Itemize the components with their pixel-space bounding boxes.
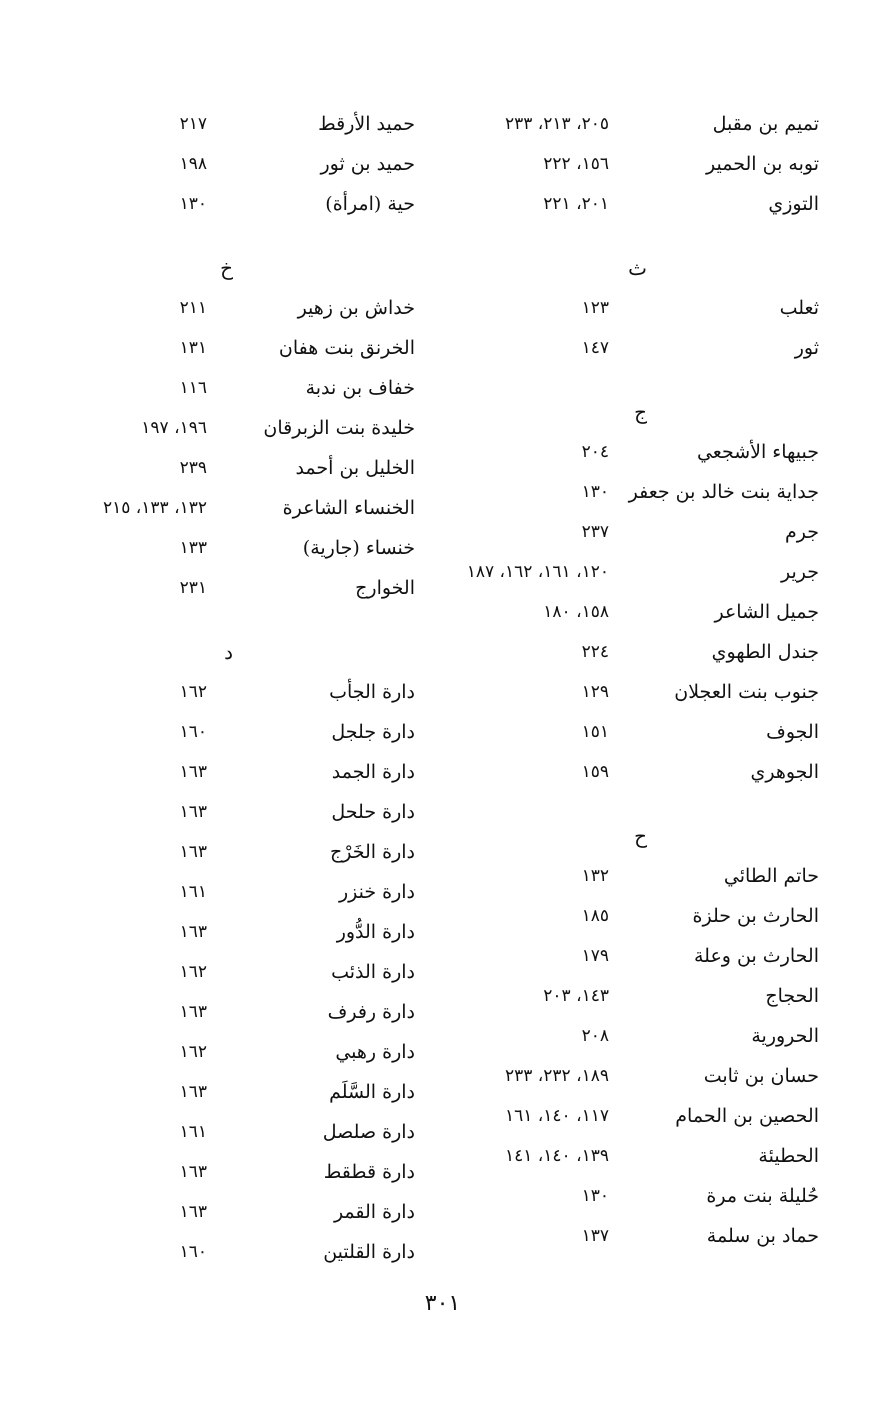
entry-name: الخرنق بنت هفان: [278, 337, 415, 359]
entry-pages: ١٦٢: [179, 682, 207, 702]
entry-name: دارة الخَرْج: [330, 841, 415, 863]
entry-name: حسان بن ثابت: [703, 1065, 819, 1087]
entry-pages: ١٧٩: [581, 946, 609, 966]
entry-pages: ١٥١: [581, 722, 609, 742]
right-column: [466, 104, 819, 1256]
entry-pages: ١٤٧: [581, 338, 609, 358]
entry-name: دارة رهبي: [335, 1041, 415, 1063]
entry-pages: ٢٢٤: [581, 642, 609, 662]
section-letter: خ: [220, 256, 233, 280]
entry-pages: ١٦٣: [179, 1082, 207, 1102]
entry-name: دارة الدُّور: [336, 921, 415, 943]
index-entry: [469, 976, 819, 1016]
entry-name: الخنساء الشاعرة: [282, 497, 415, 519]
index-entry: [55, 288, 415, 328]
index-entry: [469, 432, 819, 472]
entry-name: حية (امرأة): [325, 193, 415, 215]
entry-pages: ١٦٢: [179, 962, 207, 982]
index-entry: [55, 328, 415, 368]
entry-name: الخليل بن أحمد: [295, 457, 415, 479]
page-number: ٣٠١: [424, 1291, 461, 1316]
index-entry: [469, 1136, 819, 1176]
section-gap: [469, 224, 819, 248]
index-entry: [469, 1216, 819, 1256]
entry-pages: ١٣٣: [179, 538, 207, 558]
index-entry: [55, 992, 415, 1032]
index-entry: [469, 512, 819, 552]
entry-pages: ١٦٣: [179, 762, 207, 782]
index-entry: [55, 448, 415, 488]
entry-name: دارة السَّلَم: [329, 1081, 415, 1103]
entry-name: جبيهاء الأشجعي: [696, 441, 819, 463]
index-entry: [469, 1176, 819, 1216]
entry-name: جرم: [785, 521, 819, 543]
entry-name: خداش بن زهير: [297, 297, 415, 319]
index-entry: [469, 712, 819, 752]
entry-pages: ٢٠٥، ٢١٣، ٢٣٣: [505, 114, 609, 134]
entry-pages: ١٩٨: [179, 154, 207, 174]
entry-name: ثعلب: [779, 297, 819, 319]
entry-pages: ٢١١: [179, 298, 207, 318]
entry-pages: ١٢٩: [581, 682, 609, 702]
index-entry: [469, 144, 819, 184]
entry-pages: ١٦٣: [179, 1202, 207, 1222]
index-entry: [469, 1056, 819, 1096]
index-entry: [469, 896, 819, 936]
index-entry: [55, 912, 415, 952]
index-entry: [469, 472, 819, 512]
entry-name: دارة القلتين: [323, 1241, 415, 1263]
entry-name: خفاف بن ندبة: [305, 377, 415, 399]
index-entry: [55, 488, 415, 528]
index-entry: [469, 1096, 819, 1136]
entry-pages: ١٨٩، ٢٣٢، ٢٣٣: [505, 1066, 609, 1086]
section-letter: ج: [634, 400, 647, 424]
entry-pages: ١٩٦، ١٩٧: [141, 418, 207, 438]
entry-pages: ١٨٥: [581, 906, 609, 926]
entry-name: جرير: [781, 561, 819, 583]
entry-name: دارة الجمد: [331, 761, 415, 783]
entry-name: دارة قطقط: [323, 1161, 415, 1183]
entry-pages: ١٣٠: [581, 1186, 609, 1206]
entry-pages: ٢٠١، ٢٢١: [543, 194, 609, 214]
entry-pages: ١٦٢: [179, 1042, 207, 1062]
entry-name: دارة رفرف: [327, 1001, 415, 1023]
entry-name: تميم بن مقبل: [712, 113, 819, 135]
entry-name: الخوارج: [355, 577, 415, 599]
entry-name: دارة خنزر: [338, 881, 415, 903]
entry-pages: ٢٣٩: [179, 458, 207, 478]
entry-pages: ٢٠٨: [581, 1026, 609, 1046]
entry-name: خليدة بنت الزبرقان: [263, 417, 415, 439]
index-entry: [469, 288, 819, 328]
entry-name: دارة صلصل: [322, 1121, 415, 1143]
entry-pages: ١٦٣: [179, 802, 207, 822]
entry-name: توبه بن الحمير: [706, 153, 819, 175]
index-entry: [55, 712, 415, 752]
entry-pages: ١٣٧: [581, 1226, 609, 1246]
index-entry: [469, 856, 819, 896]
entry-name: حميد الأرقط: [318, 113, 415, 135]
entry-pages: ١٦٠: [179, 722, 207, 742]
index-entry: [55, 1072, 415, 1112]
section-gap: [55, 224, 415, 248]
section-letter: ح: [634, 824, 647, 848]
entry-name: دارة الذئب: [331, 961, 415, 983]
entry-pages: ٢١٧: [179, 114, 207, 134]
section-gap: [469, 368, 819, 392]
entry-name: الحصين بن الحمام: [675, 1105, 819, 1127]
index-entry: [55, 528, 415, 568]
entry-pages: ١٦٣: [179, 1002, 207, 1022]
entry-name: الحرورية: [751, 1025, 819, 1047]
index-entry: [55, 104, 415, 144]
entry-pages: ١٦٣: [179, 922, 207, 942]
entry-pages: ١٣٢: [581, 866, 609, 886]
entry-pages: ١٥٨، ١٨٠: [543, 602, 609, 622]
index-entry: [469, 672, 819, 712]
entry-pages: ١٣١: [179, 338, 207, 358]
entry-pages: ١١٧، ١٤٠، ١٦١: [505, 1106, 609, 1126]
index-entry: [469, 328, 819, 368]
index-entry: [55, 672, 415, 712]
entry-name: الحطيئة: [758, 1145, 819, 1167]
entry-name: الحارث بن وعلة: [693, 945, 819, 967]
left-column: [55, 104, 415, 1272]
index-entry: [469, 592, 819, 632]
entry-pages: ١٢٣: [581, 298, 609, 318]
entry-pages: ١٥٦، ٢٢٢: [543, 154, 609, 174]
entry-name: الحارث بن حلزة: [692, 905, 819, 927]
index-entry: [55, 952, 415, 992]
entry-pages: ٢٠٤: [581, 442, 609, 462]
index-entry: [55, 408, 415, 448]
entry-name: الجوهري: [750, 761, 819, 783]
index-entry: [469, 104, 819, 144]
entry-pages: ١٥٩: [581, 762, 609, 782]
entry-pages: ١٣٠: [179, 194, 207, 214]
entry-pages: ١٤٣، ٢٠٣: [543, 986, 609, 1006]
index-entry: [469, 184, 819, 224]
index-entry: [55, 184, 415, 224]
entry-pages: ١٢٠، ١٦١، ١٦٢، ١٨٧: [466, 562, 609, 582]
entry-name: التوزي: [768, 193, 819, 215]
entry-pages: ١٦١: [179, 882, 207, 902]
index-entry: [55, 792, 415, 832]
entry-pages: ٢٣٧: [581, 522, 609, 542]
entry-name: حُليلة بنت مرة: [706, 1185, 819, 1207]
entry-pages: ١٣٩، ١٤٠، ١٤١: [505, 1146, 609, 1166]
entry-pages: ١٦١: [179, 1122, 207, 1142]
entry-name: حميد بن ثور: [320, 153, 415, 175]
index-entry: [55, 1112, 415, 1152]
index-entry: [469, 632, 819, 672]
index-entry: [55, 1152, 415, 1192]
entry-name: جنوب بنت العجلان: [674, 681, 819, 703]
entry-pages: ١٦٠: [179, 1242, 207, 1262]
entry-name: الجوف: [766, 721, 819, 743]
entry-pages: ١٣٢، ١٣٣، ٢١٥: [103, 498, 207, 518]
entry-name: دارة القمر: [333, 1201, 415, 1223]
index-entry: [469, 752, 819, 792]
section-gap: [55, 608, 415, 632]
index-entry: [55, 1032, 415, 1072]
entry-name: دارة الجأب: [329, 681, 415, 703]
entry-pages: ١٦٣: [179, 1162, 207, 1182]
entry-name: خنساء (جارية): [302, 537, 415, 559]
index-entry: [466, 552, 819, 592]
entry-name: دارة جلجل: [331, 721, 415, 743]
entry-pages: ١١٦: [179, 378, 207, 398]
entry-name: دارة حلحل: [331, 801, 415, 823]
entry-name: حاتم الطائي: [723, 865, 819, 887]
index-entry: [55, 1232, 415, 1272]
index-entry: [55, 872, 415, 912]
index-entry: [55, 368, 415, 408]
entry-name: حماد بن سلمة: [706, 1225, 819, 1247]
entry-name: ثور: [794, 337, 819, 359]
index-entry: [55, 144, 415, 184]
index-entry: [55, 752, 415, 792]
index-entry: [55, 832, 415, 872]
entry-name: جداية بنت خالد بن جعفر: [628, 481, 819, 503]
entry-pages: ١٣٠: [581, 482, 609, 502]
section-letter: د: [224, 640, 233, 664]
entry-pages: ١٦٣: [179, 842, 207, 862]
index-entry: [469, 1016, 819, 1056]
index-entry: [55, 568, 415, 608]
section-letter: ث: [628, 256, 647, 280]
index-entry: [55, 1192, 415, 1232]
entry-name: الحجاج: [765, 985, 819, 1007]
section-gap: [469, 792, 819, 816]
entry-name: جميل الشاعر: [714, 601, 819, 623]
index-entry: [469, 936, 819, 976]
entry-pages: ٢٣١: [179, 578, 207, 598]
entry-name: جندل الطهوي: [711, 641, 819, 663]
